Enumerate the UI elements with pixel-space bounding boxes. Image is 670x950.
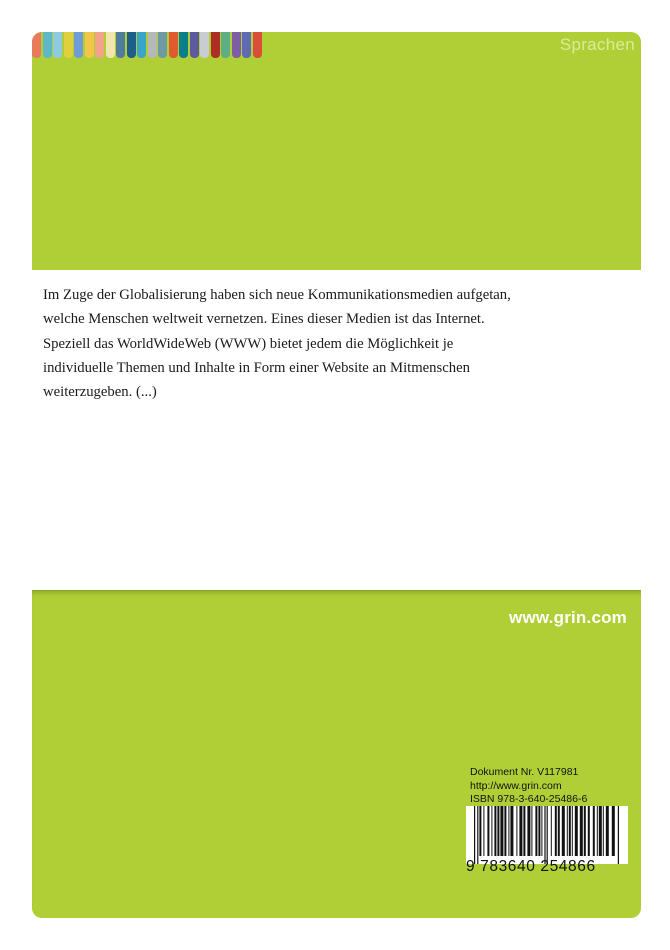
document-isbn: ISBN 978-3-640-25486-6 [470, 793, 588, 805]
barcode-bar [487, 806, 489, 856]
barcode-bar [567, 806, 568, 856]
barcode-bar [547, 806, 548, 864]
barcode-bar [599, 806, 602, 856]
blurb-line: Im Zuge der Globalisierung haben sich neue Kommunikationsmedien aufgetan, [43, 287, 511, 303]
barcode-bar [519, 806, 522, 856]
barcode-bar [572, 806, 573, 856]
barcode-bar [603, 806, 604, 856]
barcode-bar [477, 806, 478, 864]
barcode-bar [535, 806, 537, 856]
color-stripe [211, 32, 220, 58]
color-stripe [179, 32, 188, 58]
color-stripe [148, 32, 157, 58]
blurb-line: individuelle Themen und Inhalte in Form einer Website an Mitmenschen [43, 359, 470, 376]
color-stripe [221, 32, 230, 58]
document-url[interactable]: http://www.grin.com [470, 779, 562, 792]
color-stripe [106, 32, 115, 58]
barcode-bar [580, 806, 583, 856]
document-info [470, 766, 587, 807]
barcode-bar [494, 806, 496, 856]
barcode-bar [558, 806, 560, 856]
barcode-bar [588, 806, 590, 856]
color-stripe [95, 32, 104, 58]
barcode-bar [504, 806, 506, 856]
barcode-bar [541, 806, 542, 856]
blurb-line: weiterzugeben. (...) [43, 384, 157, 401]
blurb-line: welche Menschen weltweit vernetzen. Eines dieser Medien ist das Internet. [43, 311, 485, 328]
barcode-bar [497, 806, 499, 856]
barcode-bar [479, 806, 481, 856]
barcode-bar [606, 806, 609, 856]
color-stripe [64, 32, 73, 58]
color-stripe [253, 32, 262, 58]
barcode-bar [474, 806, 475, 864]
color-stripe [116, 32, 125, 58]
category-label: Sprachen [559, 35, 635, 54]
barcode-bar [555, 806, 557, 856]
barcode-bar [510, 806, 513, 856]
blurb-text [43, 283, 603, 404]
color-stripe [32, 32, 41, 58]
cover-top-panel [32, 32, 641, 270]
color-stripe [74, 32, 83, 58]
barcode-bar [516, 806, 517, 856]
document-number: Dokument Nr. V117981 [470, 766, 579, 778]
barcode-bar [612, 806, 615, 856]
barcode-bar [491, 806, 492, 856]
barcode-bar [551, 806, 552, 856]
barcode-bar [508, 806, 509, 856]
barcode-bar [544, 806, 545, 864]
color-stripe [190, 32, 199, 58]
barcode-bar [597, 806, 598, 856]
barcode-digits: 9 783640 254866 [466, 858, 596, 875]
color-stripe [232, 32, 241, 58]
color-stripes [32, 32, 263, 58]
color-stripe [158, 32, 167, 58]
barcode-bars [466, 806, 628, 864]
barcode-bar [483, 806, 484, 856]
barcode-bar [500, 806, 503, 856]
barcode-bar [527, 806, 530, 856]
color-stripe [53, 32, 62, 58]
color-stripe [242, 32, 251, 58]
barcode-bar [523, 806, 525, 856]
color-stripe [127, 32, 136, 58]
color-stripe [43, 32, 52, 58]
barcode-bar [569, 806, 571, 856]
color-stripe [169, 32, 178, 58]
color-stripe [137, 32, 146, 58]
publisher-website[interactable]: www.grin.com [509, 608, 627, 627]
color-stripe [85, 32, 94, 58]
color-stripe [200, 32, 209, 58]
barcode-bar [575, 806, 578, 856]
barcode-bar [584, 806, 586, 856]
barcode-bar [562, 806, 565, 856]
barcode-bar [618, 806, 619, 864]
blurb-line: Speziell das WorldWideWeb (WWW) bietet jedem die Möglichkeit je [43, 335, 454, 352]
barcode-bar [593, 806, 595, 856]
cover-bottom-panel [32, 590, 641, 918]
barcode-bar [538, 806, 540, 856]
barcode-bar [531, 806, 532, 856]
